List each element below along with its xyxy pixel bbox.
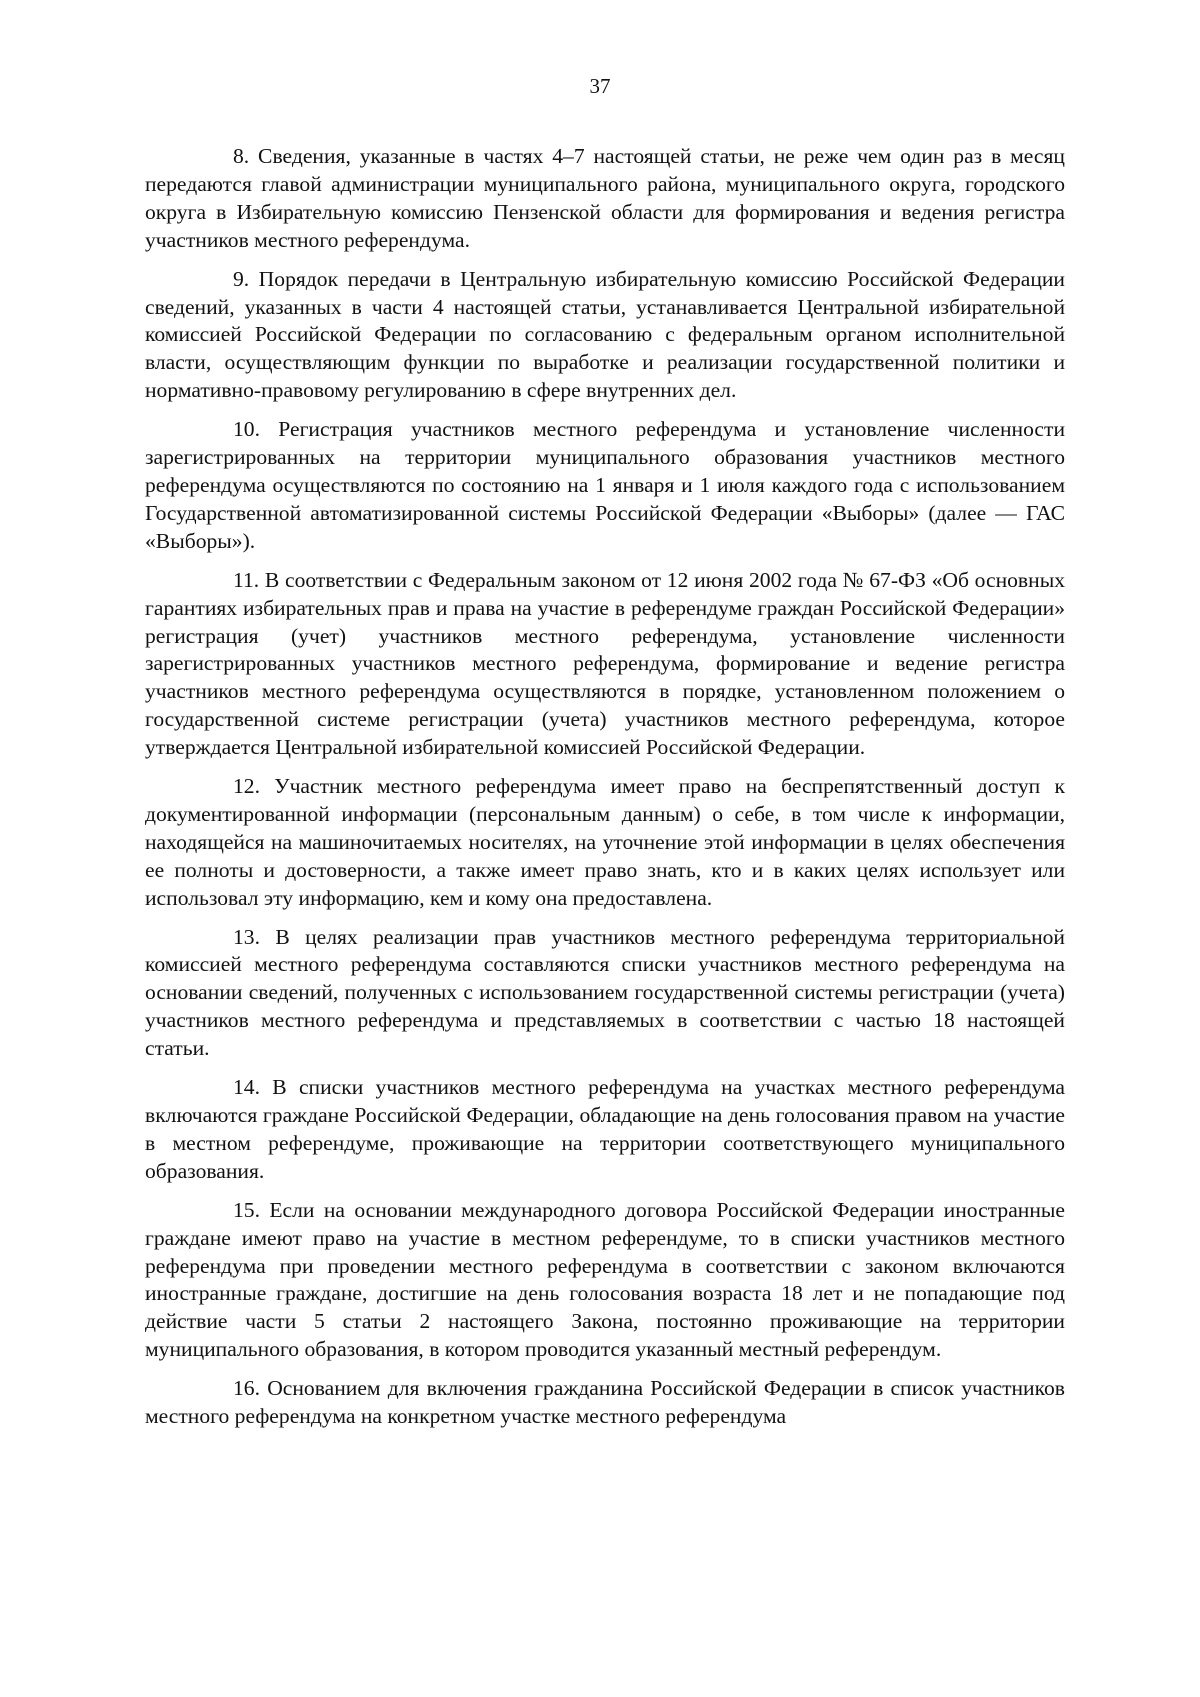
page-number: 37 (589, 74, 611, 98)
paragraph-16: 16. Основанием для включения гражданина Российской Федерации в список участников местного референдума на конкретном участке местного референдума (145, 1376, 1065, 1429)
paragraph-11: 11. В соответствии с Федеральным законом от 12 июня 2002 года № 67-ФЗ «Об основных гарантиях избирательных прав и права на участие в референдуме граждан Российской Федерации» регистрация (учет) участников местного референдума, установление численности зарегистрированных участников местного референдума, формирование и ведение регистра участников местного референдума осуществляются в порядке, установленном положением о государственной системе регистрации (учета) участников местного референдума, которое утверждается Центральной избирательной комиссией Российской Федерации. (145, 567, 1065, 760)
paragraph-15: 15. Если на основании международного договора Российской Федерации иностранные граждане имеют право на участие в местном референдуме, то в списки участников местного референдума при проведении местного референдума в соответствии с законом включаются иностранные граждане, достигшие на день голосования возраста 18 лет и не попадающие под действие части 5 статьи 2 настоящего Закона, постоянно проживающие на территории муниципального образования, в котором проводится указанный местный референдум. (145, 1197, 1065, 1362)
paragraph-13: 13. В целях реализации прав участников местного референдума территориальной комиссией местного референдума составляются списки участников местного референдума на основании сведений, полученных с использованием государственной системы регистрации (учета) участников местного референдума и представляемых в соответствии с частью 18 настоящей статьи. (145, 924, 1065, 1061)
paragraph-14: 14. В списки участников местного референдума на участках местного референдума включаются граждане Российской Федерации, обладающие на день голосования правом на участие в местном референдуме, проживающие на территории соответствующего муниципального образования. (145, 1075, 1065, 1183)
paragraph-9: 9. Порядок передачи в Центральную избирательную комиссию Российской Федерации сведений, указанных в части 4 настоящей статьи, устанавливается Центральной избирательной комиссией Российской Федерации по согласованию с федеральным органом исполнительной власти, осуществляющим функции по выработке и реализации государственной политики и нормативно-правовому регулированию в сфере внутренних дел. (145, 266, 1065, 403)
paragraph-12: 12. Участник местного референдума имеет право на беспрепятственный доступ к документированной информации (персональным данным) о себе, в том числе к информации, находящейся на машиночитаемых носителях, на уточнение этой информации в целях обеспечения ее полноты и достоверности, а также имеет право знать, кто и в каких целях использует или использовал эту информацию, кем и кому она предоставлена. (145, 774, 1065, 910)
paragraph-8: 8. Сведения, указанные в частях 4–7 настоящей статьи, не реже чем один раз в месяц передаются главой администрации муниципального района, муниципального округа, городского округа в Избирательную комиссию Пензенской области для формирования и ведения регистра участников местного референдума. (145, 144, 1065, 252)
document-body (145, 143, 1065, 1442)
paragraph-10: 10. Регистрация участников местного референдума и установление численности зарегистрированных на территории муниципального образования участников местного референдума осуществляются по состоянию на 1 января и 1 июля каждого года с использованием Государственной автоматизированной системы Российской Федерации «Выборы» (далее — ГАС «Выборы»). (145, 417, 1065, 553)
